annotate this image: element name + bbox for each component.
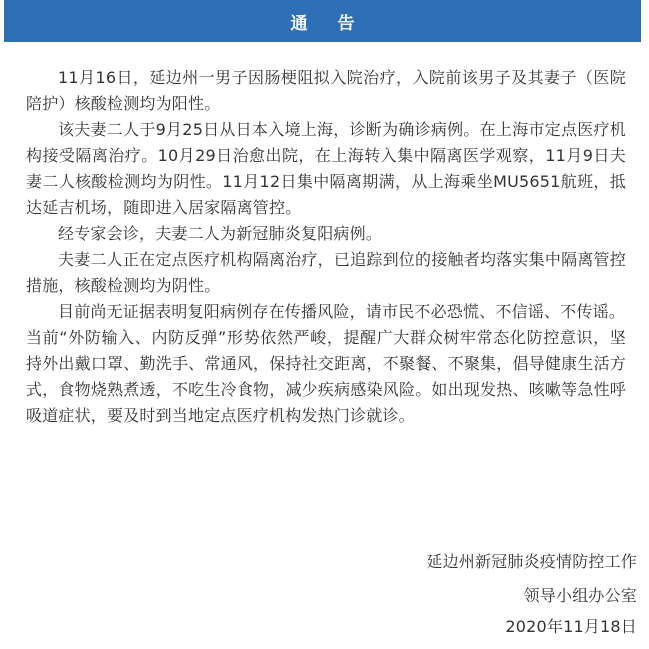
signature-date: 2020年11月18日 — [505, 617, 637, 636]
signature-org-line2: 领导小组办公室 — [523, 586, 637, 605]
paragraph-5: 目前尚无证据表明复阳病例存在传播风险，请市民不必恐慌、不信谣、不传谣。 — [58, 302, 626, 321]
paragraph-1: 11月16日，延边州一男子因肠梗阻拟入院治疗，入院前该男子及其妻子（医院陪护）核酸检测均为阳性。 — [26, 68, 626, 113]
paragraph-4: 夫妻二人正在定点医疗机构隔离治疗，已追踪到位的接触者均落实集中隔离管控措施，核酸检测均为阴性。 — [26, 250, 626, 295]
notice-banner — [4, 0, 641, 42]
signature-org-line1: 延边州新冠肺炎疫情防控工作 — [426, 552, 637, 571]
notice-title: 通 告 — [290, 13, 367, 34]
notice-body — [26, 65, 626, 429]
paragraph-2: 该夫妻二人于9月25日从日本入境上海，诊断为确诊病例。在上海市定点医疗机构接受隔离治疗。10月29日治愈出院，在上海转入集中隔离医学观察，11月9日夫妻二人核酸检测均为阴性。11月12日集中隔离期满，从上海乘坐MU5651航班，抵达延吉机场，随即进入居家隔离管控。 — [26, 120, 626, 217]
paragraph-3: 经专家会诊，夫妻二人为新冠肺炎复阳病例。 — [58, 224, 383, 243]
paragraph-6: 当前“外防输入、内防反弹”形势依然严峻，提醒广大群众树牢常态化防控意识，坚持外出戴口罩、勤洗手、常通风，保持社交距离，不聚餐、不聚集，倡导健康生活方式，食物烧熟煮透，不吃生冷食物，减少疾病感染风险。如出现发热、咳嗽等急性呼吸道症状，要及时到当地定点医疗机构发热门诊就诊。 — [26, 328, 626, 425]
